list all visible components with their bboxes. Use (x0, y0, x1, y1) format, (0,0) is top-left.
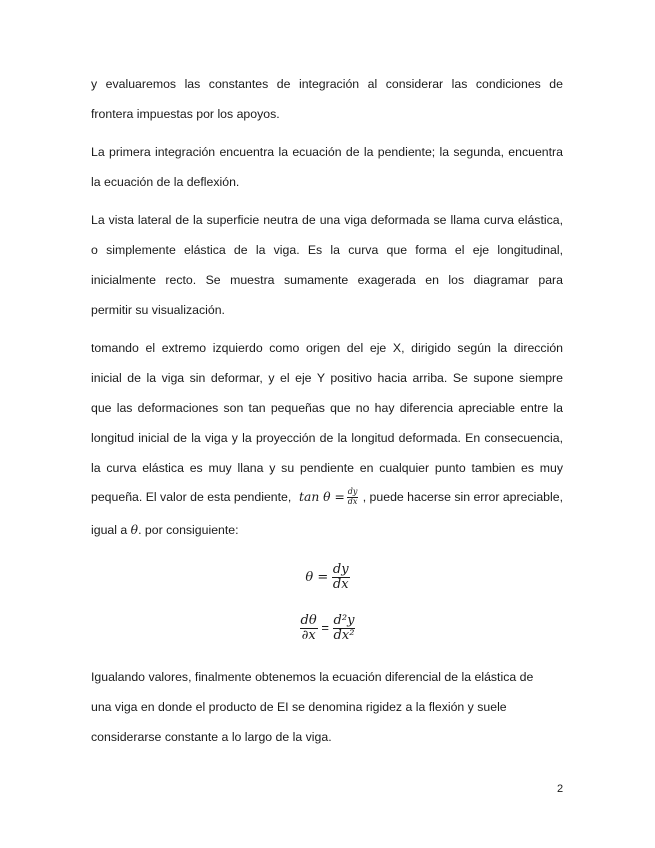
page-number: 2 (557, 783, 564, 795)
paragraph-5-line-1: Igualando valores, finalmente obtenemos la ecuación diferencial de la elástica de (91, 670, 534, 684)
fraction-numerator: dy (347, 487, 358, 496)
paragraph-2-line-1: La primera integración encuentra la ecuación de la pendiente; la segunda, encuentra (91, 145, 563, 159)
paragraph-4-line-5: la curva elástica es muy llana y su pendiente en cualquier punto tambien es muy (91, 461, 563, 475)
inline-equation (299, 488, 358, 507)
inline-math: tan θ = (299, 490, 345, 505)
fraction-numerator: d²y (333, 613, 355, 628)
text: , puede hacerse sin error apreciable, (362, 490, 563, 505)
fraction-denominator: dx (347, 496, 358, 506)
paragraph-4-line-4: longitud inicial de la viga y la proyección de la longitud deformada. En consecuencia, (91, 431, 563, 445)
paragraph-2-line-2: la ecuación de la deflexión. (91, 175, 240, 189)
equation-1 (0, 563, 655, 593)
paragraph-4-line-3: que las deformaciones son tan pequeñas que no hay diferencia apreciable entre la (91, 401, 563, 415)
text: pequeña. El valor de esta pendiente, (91, 490, 295, 505)
paragraph-4-line-7 (91, 522, 563, 538)
paragraph-1-line-1: y evaluaremos las constantes de integración al considerar las condiciones de (91, 77, 563, 91)
fraction-denominator: dx (332, 577, 349, 593)
paragraph-4-line-2: inicial de la viga sin deformar, y el eje Y positivo hacia arriba. Se supone siempre (91, 371, 563, 385)
equation-2 (0, 614, 655, 644)
equation-rhs-fraction (333, 614, 356, 644)
equals-sign: = (321, 620, 329, 636)
paragraph-5-line-2: una viga en donde el producto de EI se denomina rigidez a la flexión y suele (91, 700, 507, 714)
equation-lhs-fraction (300, 614, 318, 644)
text: . por consiguiente: (138, 523, 239, 537)
paragraph-5-line-3: considerarse constante a lo largo de la viga. (91, 730, 332, 744)
fraction-denominator: dx² (333, 628, 355, 644)
paragraph-3-line-3: inicialmente recto. Se muestra sumamente exagerada en los diagramar para (91, 273, 563, 287)
paragraph-3-line-1: La vista lateral de la superficie neutra de una viga deformada se llama curva elástica, (91, 213, 563, 227)
inline-fraction (347, 488, 359, 507)
paragraph-3-line-4: permitir su visualización. (91, 303, 225, 317)
equation-lhs: θ = (305, 570, 329, 586)
fraction-numerator: dθ (300, 613, 317, 628)
fraction-numerator: dy (332, 562, 349, 577)
text: igual a (91, 523, 131, 537)
paragraph-4-line-6 (91, 488, 563, 507)
inline-math: θ (130, 523, 139, 537)
paragraph-3-line-2: o simplemente elástica de la viga. Es la curva que forma el eje longitudinal, (91, 243, 563, 257)
paragraph-4-line-1: tomando el extremo izquierdo como origen del eje X, dirigido según la dirección (91, 341, 563, 355)
fraction-denominator: ∂x (301, 628, 316, 644)
equation-fraction (332, 563, 350, 593)
paragraph-1-line-2: frontera impuestas por los apoyos. (91, 107, 280, 121)
